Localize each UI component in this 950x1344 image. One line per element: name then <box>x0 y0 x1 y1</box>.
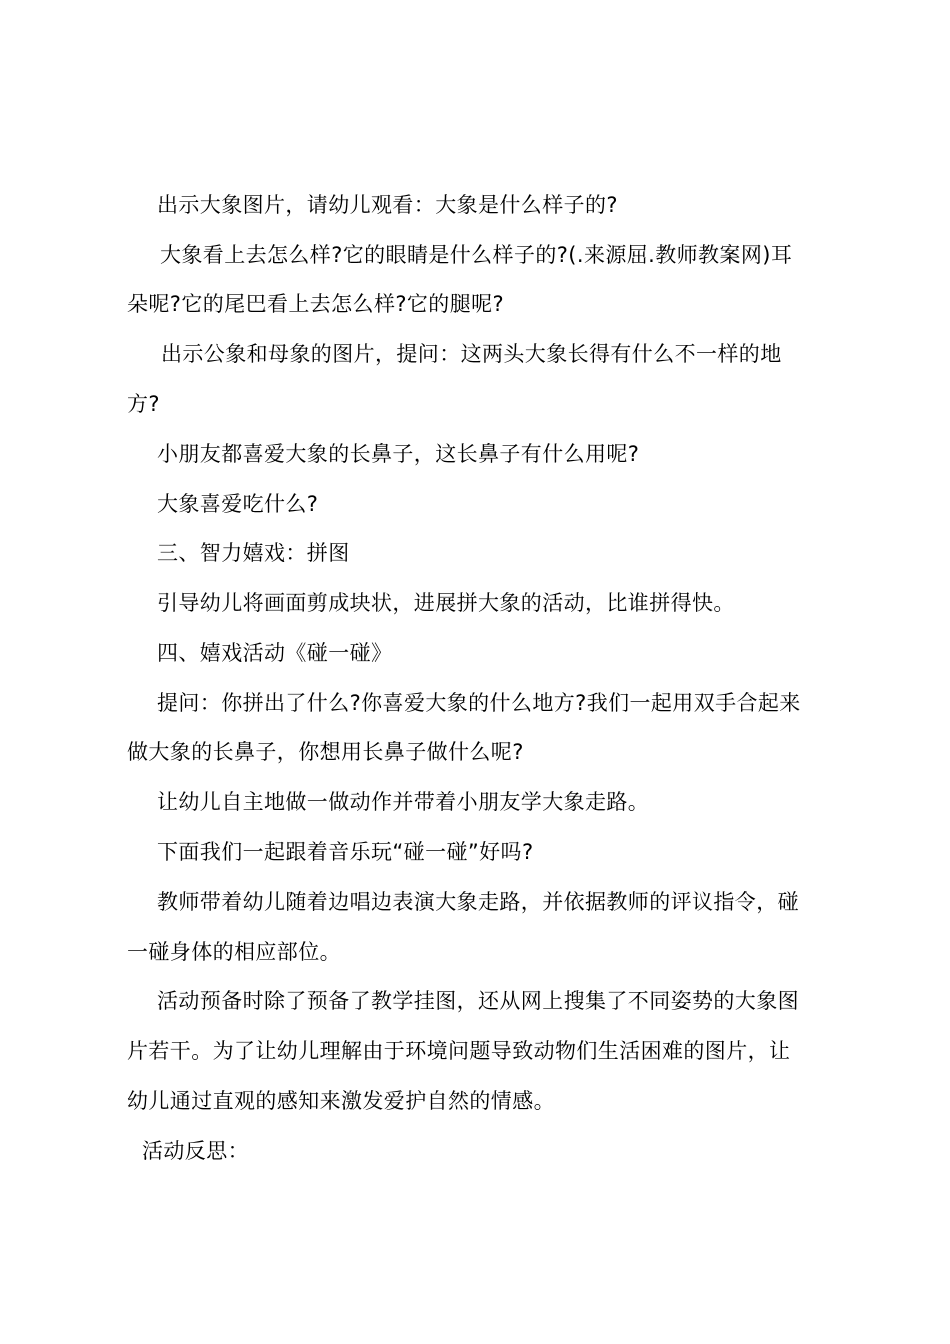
section-heading: 三、智力嬉戏：拼图 <box>157 541 350 565</box>
text-line: 让幼儿自主地做一做动作并带着小朋友学大象走路。 <box>157 790 650 814</box>
text-line: 一碰身体的相应部位。 <box>127 940 341 964</box>
text-line: 出示公象和母象的图片，提问：这两头大象长得有什么不一样的地 <box>161 342 782 366</box>
text-line: 大象看上去怎么样?它的眼睛是什么样子的?(.来源屈.教师教案网)耳 <box>160 243 793 267</box>
text-line: 小朋友都喜爱大象的长鼻子，这长鼻子有什么用呢? <box>157 442 640 466</box>
text-line: 方? <box>127 392 160 416</box>
text-line: 出示大象图片，请幼儿观看：大象是什么样子的? <box>157 193 618 217</box>
text-line: 教师带着幼儿随着边唱边表演大象走路，并依据教师的评议指令，碰 <box>157 890 799 914</box>
text-line: 朵呢?它的尾巴看上去怎么样?它的腿呢? <box>127 292 505 316</box>
text-line: 幼儿通过直观的感知来激发爱护自然的情感。 <box>127 1089 555 1113</box>
text-line: 做大象的长鼻子，你想用长鼻子做什么呢? <box>127 740 524 764</box>
section-heading: 活动反思： <box>142 1139 249 1163</box>
text-line: 下面我们一起跟着音乐玩“碰一碰”好吗? <box>157 840 534 864</box>
text-line: 提问：你拼出了什么?你喜爱大象的什么地方?我们一起用双手合起来 <box>157 691 801 715</box>
text-line: 大象喜爱吃什么? <box>157 492 319 516</box>
text-line: 片若干。为了让幼儿理解由于环境问题导致动物们生活困难的图片，让 <box>127 1039 791 1063</box>
text-line: 引导幼儿将画面剪成块状，进展拼大象的活动，比谁拼得快。 <box>157 591 735 615</box>
text-line: 活动预备时除了预备了教学挂图，还从网上搜集了不同姿势的大象图 <box>157 989 799 1013</box>
section-heading: 四、嬉戏活动《碰一碰》 <box>157 641 393 665</box>
